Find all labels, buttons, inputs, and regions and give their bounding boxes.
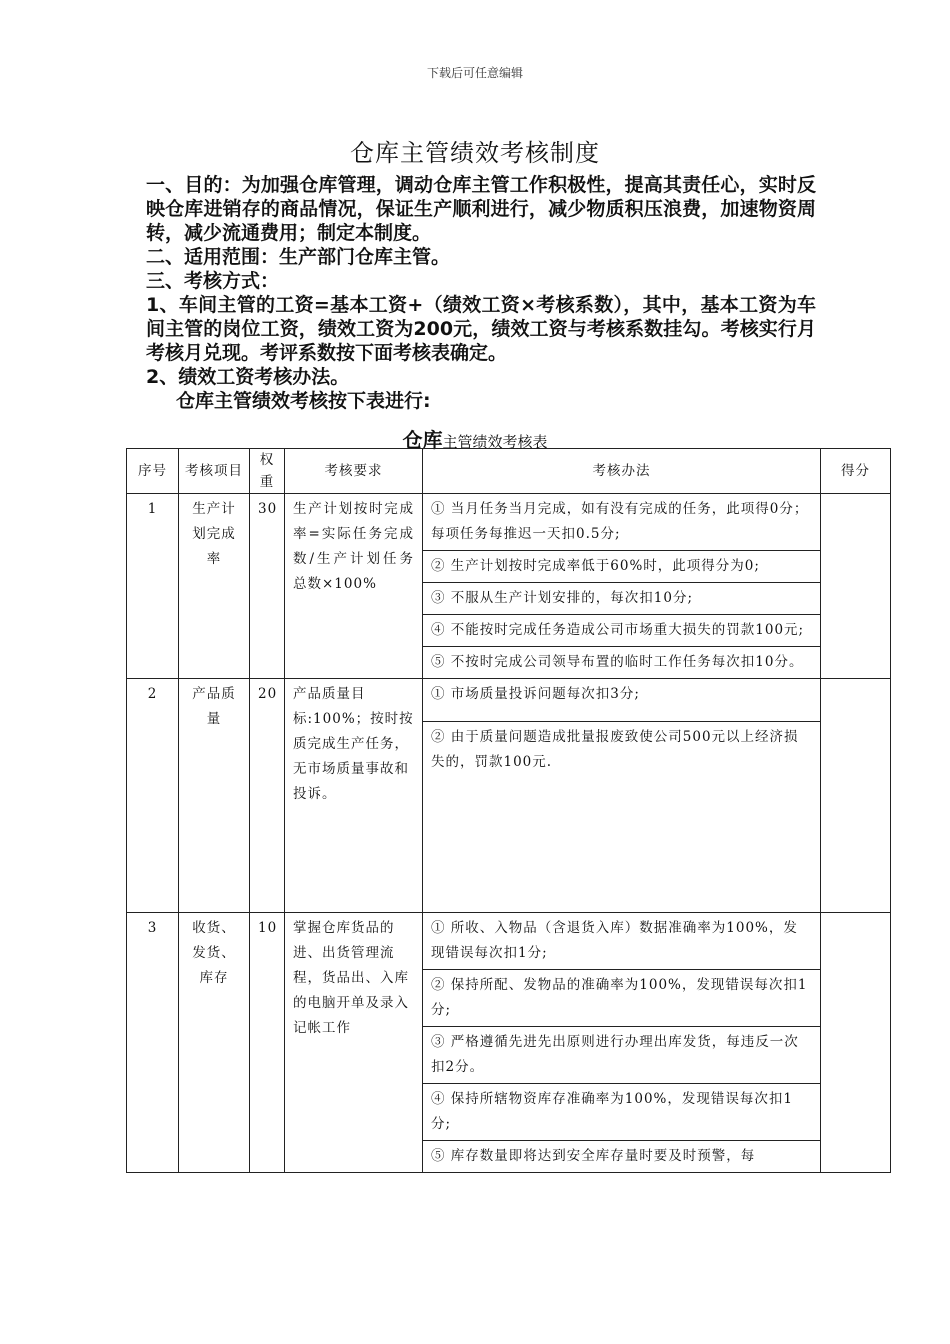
header-cell: 考核项目 [179, 449, 250, 494]
assessment-item: 收货、发货、库存 [179, 913, 250, 1173]
header-cell: 考核办法 [423, 449, 821, 494]
paragraph-method-heading: 三、考核方式： [146, 270, 280, 292]
method-item: ① 当月任务当月完成，如有没有完成的任务，此项得0分；每项任务每推迟一天扣0.5分; [423, 494, 821, 551]
weight: 10 [250, 913, 285, 1173]
method-item: ④ 保持所辖物资库存准确率为100%，发现错误每次扣1分; [423, 1084, 821, 1141]
weight: 20 [250, 679, 285, 913]
method-item: ② 由于质量问题造成批量报废致使公司500元以上经济损失的，罚款100元. [423, 722, 821, 913]
assessment-item: 产品质量 [179, 679, 250, 913]
table-row [127, 913, 891, 970]
assessment-item: 生产计划完成率 [179, 494, 250, 679]
paragraph-assessment-method: 2、绩效工资考核办法。 [146, 366, 350, 388]
score-cell[interactable] [821, 494, 891, 679]
requirement: 生产计划按时完成率=实际任务完成数/生产计划任务总数×100% [285, 494, 423, 679]
header-cell: 考核要求 [285, 449, 423, 494]
method-item: ⑤ 不按时完成公司领导布置的临时工作任务每次扣10分。 [423, 647, 821, 679]
method-item: ③ 严格遵循先进先出原则进行办理出库发货，每违反一次扣2分。 [423, 1027, 821, 1084]
header-cell: 得分 [821, 449, 891, 494]
requirement: 掌握仓库货品的进、出货管理流程，货品出、入库的电脑开单及录入记帐工作 [285, 913, 423, 1173]
page-bottom-margin [0, 1201, 950, 1344]
paragraph-scope: 二、适用范围：生产部门仓库主管。 [146, 246, 451, 268]
paragraph-table-intro: 仓库主管绩效考核按下表进行: [176, 390, 431, 412]
method-item: ① 市场质量投诉问题每次扣3分; [423, 679, 821, 722]
method-item: ② 生产计划按时完成率低于60%时，此项得分为0; [423, 551, 821, 583]
table-title-prefix: 仓库 [402, 428, 443, 452]
table-row [127, 679, 891, 722]
table-header-row [127, 449, 891, 494]
requirement: 产品质量目标:100%；按时按质完成生产任务，无市场质量事故和投诉。 [285, 679, 423, 913]
row-number: 1 [127, 494, 179, 679]
method-item: ② 保持所配、发物品的准确率为100%，发现错误每次扣1分; [423, 970, 821, 1027]
score-cell[interactable] [821, 679, 891, 913]
table-row [127, 494, 891, 551]
row-number: 2 [127, 679, 179, 913]
table-title-suffix: 主管绩效考核表 [442, 433, 548, 451]
weight: 30 [250, 494, 285, 679]
document-title: 仓库主管绩效考核制度 [350, 139, 600, 167]
method-item: ⑤ 库存数量即将达到安全库存量时要及时预警，每 [423, 1141, 821, 1173]
header-cell: 权重 [250, 449, 285, 494]
paragraph-purpose: 一、目的：为加强仓库管理，调动仓库主管工作积极性，提高其责任心，实时反映仓库进销存的商品情况，保证生产顺利进行，减少物质积压浪费，加速物资周转，减少流通费用；制定本制度。 [146, 174, 816, 244]
method-item: ① 所收、入物品（含退货入库）数据准确率为100%，发现错误每次扣1分; [423, 913, 821, 970]
paragraph-salary-formula: 1、车间主管的工资=基本工资+（绩效工资×考核系数），其中，基本工资为车间主管的岗位工资，绩效工资为200元，绩效工资与考核系数挂勾。考核实行月考核月兑现。考评系数按下面考核表确定。 [146, 294, 816, 364]
method-item: ③ 不服从生产计划安排的，每次扣10分; [423, 583, 821, 615]
score-cell[interactable] [821, 913, 891, 1173]
document-body [146, 173, 816, 413]
method-item: ④ 不能按时完成任务造成公司市场重大损失的罚款100元; [423, 615, 821, 647]
header-cell: 序号 [127, 449, 179, 494]
header-note: 下载后可任意编辑 [426, 66, 523, 80]
assessment-table [126, 448, 891, 1173]
row-number: 3 [127, 913, 179, 1173]
